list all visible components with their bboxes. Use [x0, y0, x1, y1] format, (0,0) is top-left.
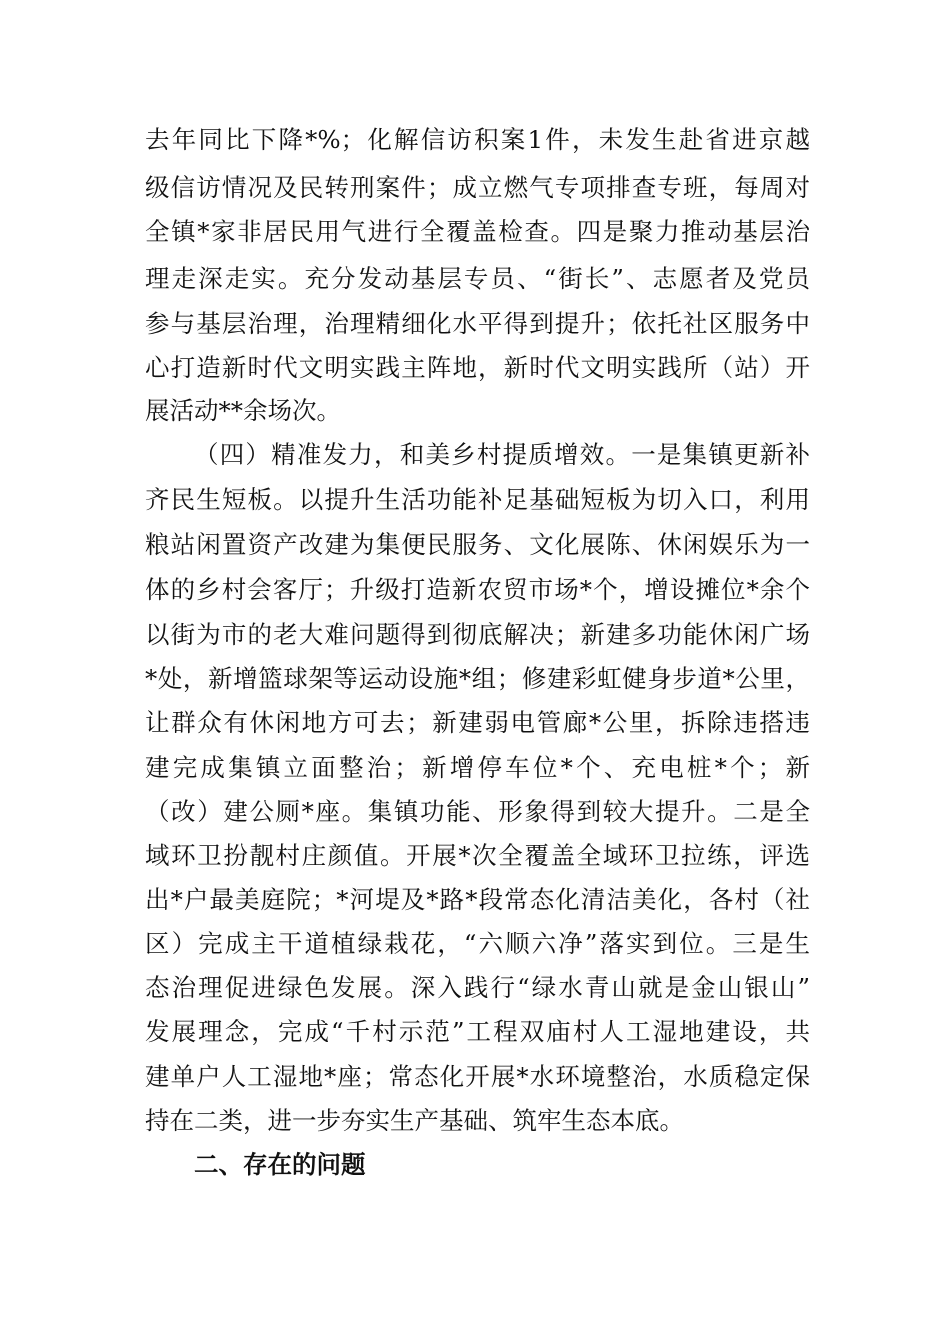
text-line: 发展理念，完成“千村示范”工程双庙村人工湿地建设，共	[145, 1017, 810, 1046]
text-line: 让群众有休闲地方可去；新建弱电管廊*公里，拆除违搭违	[145, 708, 810, 737]
text-line: 全镇*家非居民用气进行全覆盖检查。四是聚力推动基层治	[145, 217, 810, 246]
text-line: 粮站闲置资产改建为集便民服务、文化展陈、休闲娱乐为一	[145, 530, 810, 559]
text-line: 建完成集镇立面整治；新增停车位*个、充电桩*个；新	[145, 753, 810, 782]
text-line: 域环卫扮靓村庄颜值。开展*次全覆盖全域环卫拉练，评选	[145, 841, 810, 870]
text-line: 齐民生短板。以提升生活功能补足基础短板为切入口，利用	[145, 485, 810, 514]
section-heading: 二、存在的问题	[194, 1150, 366, 1179]
text-line: 出*户最美庭院；*河堤及*路*段常态化清洁美化，各村（社	[145, 885, 810, 914]
text-line: （改）建公厕*座。集镇功能、形象得到较大提升。二是全	[145, 797, 810, 826]
text-line: 以街为市的老大难问题得到彻底解决；新建多功能休闲广场	[145, 620, 810, 649]
text-line: 展活动**余场次。	[145, 396, 341, 425]
text-line: 级信访情况及民转刑案件；成立燃气专项排查专班，每周对	[145, 173, 810, 202]
text-line: 建单户人工湿地*座；常态化开展*水环境整治，水质稳定保	[145, 1062, 810, 1091]
text-line: 态治理促进绿色发展。深入践行“绿水青山就是金山银山”	[145, 973, 810, 1002]
text-line: 持在二类，进一步夯实生产基础、筑牢生态本底。	[145, 1106, 684, 1135]
text-line: 心打造新时代文明实践主阵地，新时代文明实践所（站）开	[145, 353, 810, 382]
text-line: （四）精准发力，和美乡村提质增效。一是集镇更新补	[194, 440, 810, 469]
text-line: 体的乡村会客厅；升级打造新农贸市场*个，增设摊位*余个	[145, 575, 810, 604]
text-line: *处，新增篮球架等运动设施*组；修建彩虹健身步道*公里，	[145, 664, 810, 693]
text-line: 参与基层治理，治理精细化水平得到提升；依托社区服务中	[145, 309, 810, 338]
text-line: 区）完成主干道植绿栽花，“六顺六净”落实到位。三是生	[145, 929, 810, 958]
text-line: 理走深走实。充分发动基层专员、“街长”、志愿者及党员	[145, 264, 810, 293]
text-line: 去年同比下降*%；化解信访积案1件，未发生赴省进京越	[145, 125, 810, 154]
